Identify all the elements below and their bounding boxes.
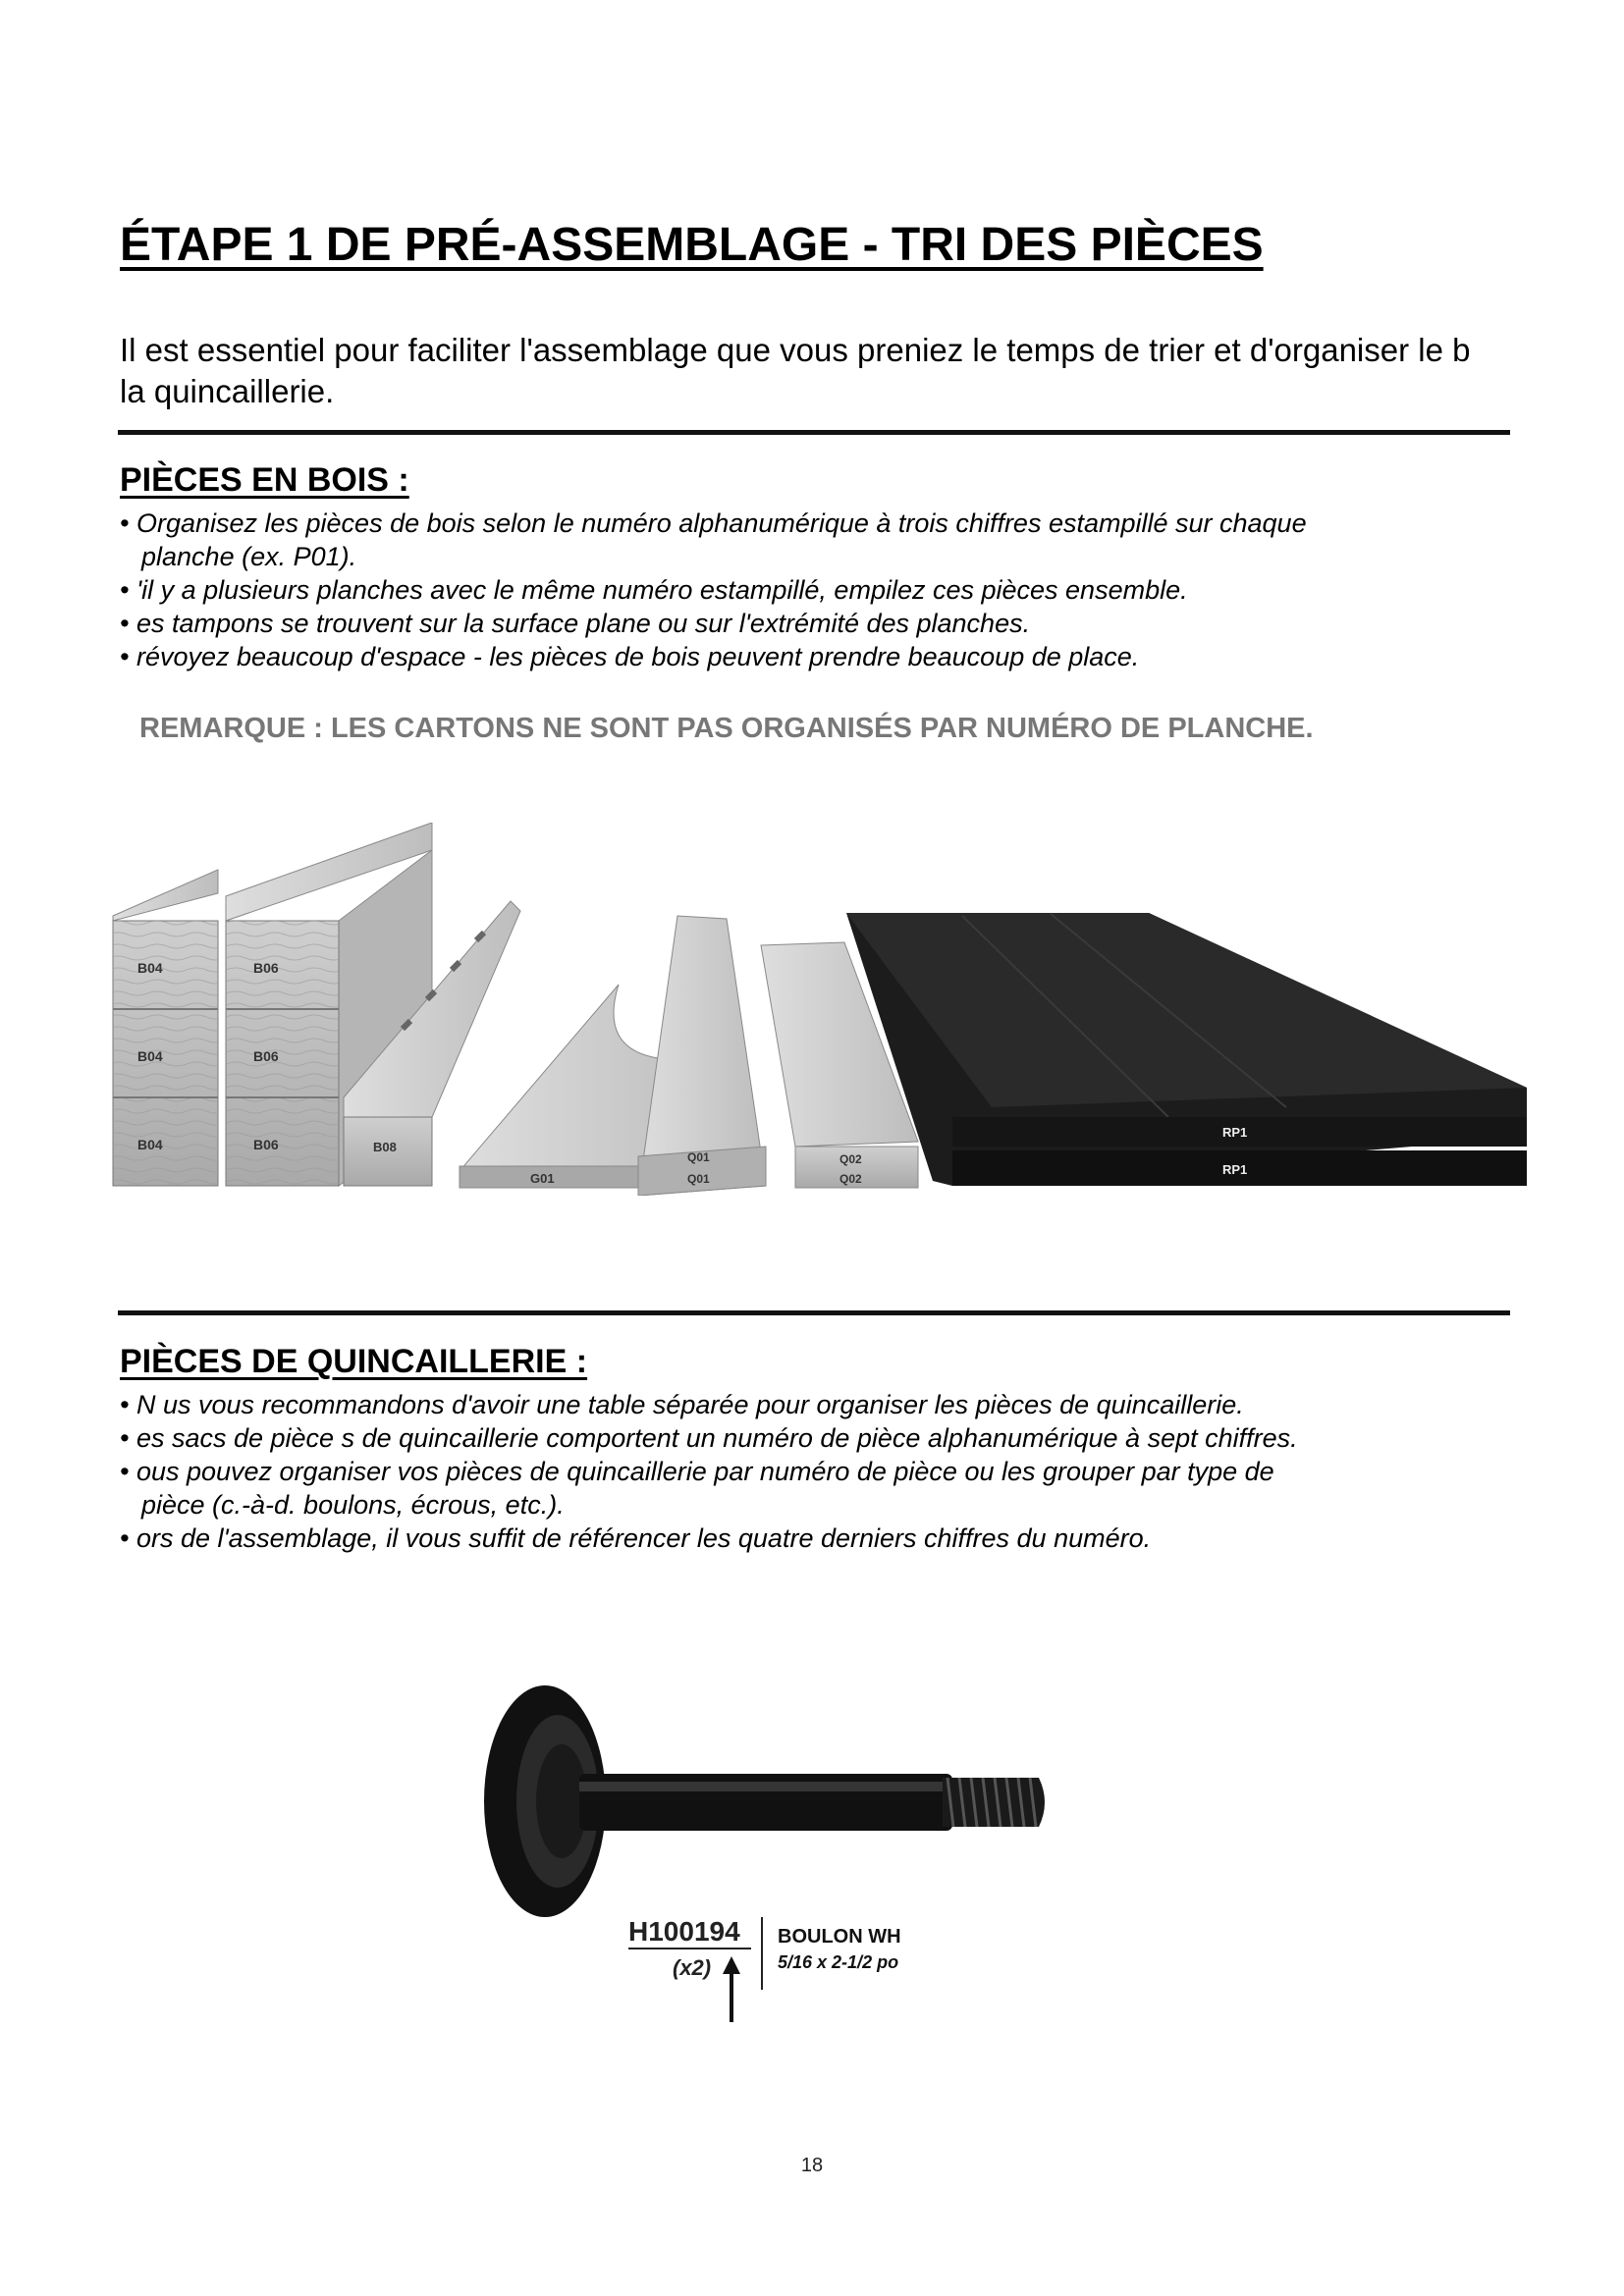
hardware-parts-heading: PIÈCES DE QUINCAILLERIE : — [120, 1343, 588, 1380]
hardware-bullet-3: • ous pouvez organiser vos pièces de quincaillerie par numéro de pièce ou les grouper par type de — [120, 1457, 1274, 1486]
carton-note: REMARQUE : LES CARTONS NE SONT PAS ORGANISÉS PAR NUMÉRO DE PLANCHE. — [139, 713, 1314, 744]
wood-parts-heading: PIÈCES EN BOIS : — [120, 461, 409, 499]
intro-line-2: la quincaillerie. — [120, 373, 335, 409]
wood-bullet-4: • révoyez beaucoup d'espace - les pièces de bois peuvent prendre beaucoup de place. — [120, 642, 1140, 671]
panel-stack-rp1 — [846, 913, 1527, 1186]
label-b06-3: B06 — [253, 1137, 279, 1152]
label-b04-1: B04 — [137, 960, 163, 976]
wood-bullet-2: • 'il y a plusieurs planches avec le même numéro estampillé, empilez ces pièces ensemble. — [120, 575, 1188, 605]
label-q02-1: Q02 — [839, 1152, 862, 1166]
label-g01: G01 — [530, 1171, 555, 1186]
hardware-bullet-4: • ors de l'assemblage, il vous suffit de référencer les quatre derniers chiffres du numéro. — [120, 1523, 1152, 1553]
label-b06-2: B06 — [253, 1048, 279, 1064]
wood-bullet-3: • es tampons se trouvent sur la surface plane ou sur l'extrémité des planches. — [120, 609, 1031, 638]
page-number: 18 — [800, 2155, 824, 2176]
page-title: ÉTAPE 1 DE PRÉ-ASSEMBLAGE - TRI DES PIÈCES — [120, 219, 1264, 271]
wood-bullet-list — [120, 507, 1514, 673]
part-size: 5/16 x 2-1/2 po — [778, 1952, 899, 1972]
label-b08: B08 — [373, 1140, 397, 1154]
arrow-up-icon — [723, 1956, 740, 2022]
section-divider-middle — [118, 1310, 1510, 1315]
wood-bullet-1-cont: planche (ex. P01). — [141, 542, 357, 571]
label-q01-1: Q01 — [687, 1150, 710, 1164]
part-name: BOULON WH — [778, 1926, 901, 1948]
section-divider-top — [118, 430, 1510, 435]
bolt-icon — [484, 1685, 1045, 1917]
intro-paragraph — [120, 330, 1612, 412]
bolt-illustration — [471, 1683, 1178, 2056]
hardware-bullet-list — [120, 1388, 1514, 1555]
board-stack-b04 — [113, 870, 218, 1186]
label-b04-3: B04 — [137, 1137, 163, 1152]
wood-boards-illustration — [108, 823, 1532, 1196]
part-number: H100194 — [628, 1916, 740, 1947]
wood-bullet-1: • Organisez les pièces de bois selon le numéro alphanumérique à trois chiffres estampillé sur chaque — [120, 508, 1307, 538]
intro-line-1: Il est essentiel pour faciliter l'assemblage que vous preniez le temps de trier et d'organiser le b — [120, 332, 1471, 368]
label-b06-1: B06 — [253, 960, 279, 976]
part-quantity: (x2) — [673, 1955, 712, 1980]
hardware-bullet-2: • es sacs de pièce s de quincaillerie comportent un numéro de pièce alphanumérique à sept chiffres. — [120, 1423, 1298, 1453]
label-b04-2: B04 — [137, 1048, 163, 1064]
label-rp1-1: RP1 — [1222, 1125, 1248, 1140]
label-rp1-2: RP1 — [1222, 1162, 1248, 1177]
label-q01-2: Q01 — [687, 1172, 710, 1186]
label-q02-2: Q02 — [839, 1172, 862, 1186]
hardware-bullet-3-cont: pièce (c.-à-d. boulons, écrous, etc.). — [141, 1490, 565, 1520]
hardware-bullet-1: • N us vous recommandons d'avoir une table séparée pour organiser les pièces de quincaillerie. — [120, 1390, 1244, 1419]
